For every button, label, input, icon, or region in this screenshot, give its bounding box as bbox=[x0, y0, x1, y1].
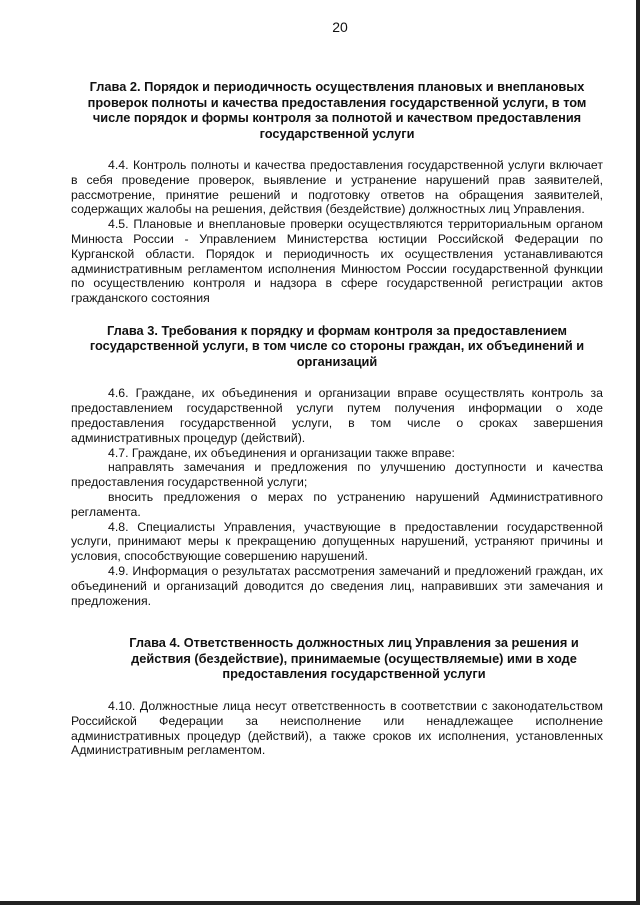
chapter-3-heading: Глава 3. Требования к порядку и формам контроля за предоставлением государственной услуги, в том числе со стороны граждан, их объединений и организаций bbox=[89, 322, 585, 369]
paragraph-4-7-item-1: направлять замечания и предложения по улучшению доступности и качества предоставления государственной услуги; bbox=[71, 460, 603, 490]
paragraph-4-5: 4.5. Плановые и внеплановые проверки осуществляются территориальным органом Минюста России - Управлением Министерства юстиции Российской Федерации по Курганской области. Порядок и периодичность их осуществления устанавливаются административным регламентом исполнения Минюстом России государственной функции по осуществлению контроля и надзора в сфере государственной регистрации актов гражданского состояния bbox=[71, 217, 603, 306]
document-body bbox=[71, 79, 603, 758]
page-number: 20 bbox=[332, 19, 348, 35]
paragraph-4-8: 4.8. Специалисты Управления, участвующие в предоставлении государственной услуги, принимают меры к прекращению допущенных нарушений, устраняют причины и условия, способствующие совершению нарушений. bbox=[71, 519, 603, 564]
paragraph-4-4: 4.4. Контроль полноты и качества предоставления государственной услуги включает в себя проведение проверок, выявление и устранение нарушений прав заявителей, рассмотрение, принятие решений и подготовку ответов на обращения заявителей, содержащих жалобы на решения, действия (бездействие) должностных лиц Управления. bbox=[71, 158, 603, 217]
paragraph-4-6: 4.6. Граждане, их объединения и организации вправе осуществлять контроль за предоставлением государственной услуги путем получения информации о ходе предоставления государственной услуги, в том числе о сроках завершения административных процедур (действий). bbox=[71, 386, 603, 445]
paragraph-4-9: 4.9. Информация о результатах рассмотрения замечаний и предложений граждан, их объединений и организаций доводится до сведения лиц, направивших эти замечания и предложения. bbox=[71, 564, 603, 608]
page-edge-bottom bbox=[0, 901, 640, 905]
page-edge-right bbox=[636, 0, 640, 905]
paragraph-4-7-item-2: вносить предложения о мерах по устранению нарушений Административного регламента. bbox=[71, 490, 603, 519]
chapter-2-heading: Глава 2. Порядок и периодичность осуществления плановых и внеплановых проверок полноты и качества предоставления государственной услуги, в том числе порядок и формы контроля за полнотой и качеством предоставления государственной услуги bbox=[87, 79, 587, 141]
paragraph-4-7: 4.7. Граждане, их объединения и организации также вправе: bbox=[108, 445, 455, 460]
paragraph-4-10: 4.10. Должностные лица несут ответственность в соответствии с законодательством Российской Федерации за неисполнение или ненадлежащее исполнение административных процедур (действий), а также сроков их исполнения, установленных Административным регламентом. bbox=[71, 698, 603, 758]
chapter-4-heading: Глава 4. Ответственность должностных лиц Управления за решения и действия (бездействие), принимаемые (осуществляемые) ими в ходе предоставления государственной услуги bbox=[129, 635, 579, 682]
